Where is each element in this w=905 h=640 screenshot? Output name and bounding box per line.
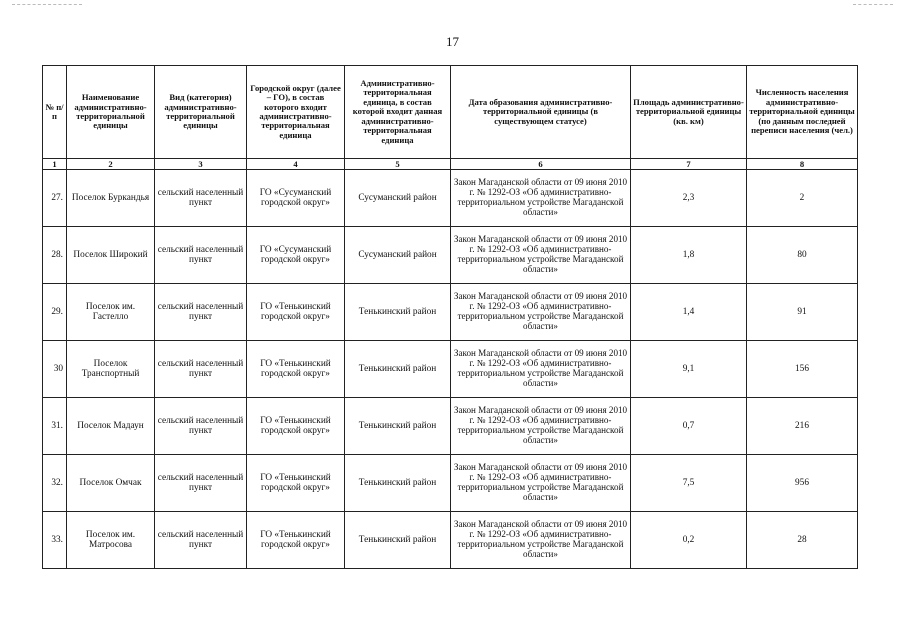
cell-parent: Тенькинский район: [345, 284, 451, 341]
cell-name: Поселок Мадаун: [67, 398, 155, 455]
table-row: [43, 512, 858, 569]
cell-name: Поселок Транспортный: [67, 341, 155, 398]
cell-name: Поселок Омчак: [67, 455, 155, 512]
table-row: [43, 341, 858, 398]
column-number: 2: [67, 159, 155, 170]
cell-kind: сельский населенный пункт: [155, 512, 247, 569]
cell-num: 27.: [43, 170, 67, 227]
cell-parent: Тенькинский район: [345, 398, 451, 455]
scan-artifact-line: [853, 4, 893, 6]
table-row: [43, 170, 858, 227]
column-number: 8: [747, 159, 858, 170]
cell-date: Закон Магаданской области от 09 июня 2010 г. № 1292-ОЗ «Об административно-территориальном устройстве Магаданской области»: [451, 170, 631, 227]
header-kind: Вид (категория) административно-территориальной единицы: [155, 66, 247, 159]
header-num: № п/п: [43, 66, 67, 159]
cell-num: 33.: [43, 512, 67, 569]
cell-num: 32.: [43, 455, 67, 512]
cell-go: ГО «Тенькинский городской округ»: [247, 512, 345, 569]
scan-artifact-line: [12, 4, 82, 6]
cell-num: 28.: [43, 227, 67, 284]
cell-name: Поселок им. Матросова: [67, 512, 155, 569]
cell-population: 2: [747, 170, 858, 227]
column-number: 4: [247, 159, 345, 170]
cell-parent: Тенькинский район: [345, 455, 451, 512]
cell-parent: Сусуманский район: [345, 227, 451, 284]
column-number: 6: [451, 159, 631, 170]
column-number: 3: [155, 159, 247, 170]
header-go: Городской округ (далее – ГО), в состав которого входит административно-территориальная единица: [247, 66, 345, 159]
cell-kind: сельский населенный пункт: [155, 455, 247, 512]
territorial-units-table: [42, 65, 858, 569]
cell-name: Поселок им. Гастелло: [67, 284, 155, 341]
cell-date: Закон Магаданской области от 09 июня 2010 г. № 1292-ОЗ «Об административно-территориальном устройстве Магаданской области»: [451, 284, 631, 341]
cell-population: 156: [747, 341, 858, 398]
cell-parent: Тенькинский район: [345, 512, 451, 569]
cell-population: 956: [747, 455, 858, 512]
cell-date: Закон Магаданской области от 09 июня 2010 г. № 1292-ОЗ «Об административно-территориальном устройстве Магаданской области»: [451, 398, 631, 455]
table-row: [43, 455, 858, 512]
cell-go: ГО «Тенькинский городской округ»: [247, 455, 345, 512]
column-number: 5: [345, 159, 451, 170]
cell-area: 0,2: [631, 512, 747, 569]
cell-population: 91: [747, 284, 858, 341]
cell-go: ГО «Сусуманский городской округ»: [247, 227, 345, 284]
cell-parent: Сусуманский район: [345, 170, 451, 227]
cell-go: ГО «Тенькинский городской округ»: [247, 284, 345, 341]
column-number: 7: [631, 159, 747, 170]
table-row: [43, 398, 858, 455]
cell-name: Поселок Буркандья: [67, 170, 155, 227]
cell-name: Поселок Широкий: [67, 227, 155, 284]
cell-kind: сельский населенный пункт: [155, 170, 247, 227]
header-population: Численность населения административно-территориальной единицы (по данным последней переписи населения (чел.): [747, 66, 858, 159]
cell-parent: Тенькинский район: [345, 341, 451, 398]
cell-num: 29.: [43, 284, 67, 341]
cell-num: 30: [43, 341, 67, 398]
header-date: Дата образования административно-территориальной единицы (в существующем статусе): [451, 66, 631, 159]
cell-kind: сельский населенный пункт: [155, 284, 247, 341]
cell-area: 9,1: [631, 341, 747, 398]
cell-date: Закон Магаданской области от 09 июня 2010 г. № 1292-ОЗ «Об административно-территориальном устройстве Магаданской области»: [451, 341, 631, 398]
cell-population: 216: [747, 398, 858, 455]
cell-population: 28: [747, 512, 858, 569]
header-area: Площадь административно-территориальной единицы (кв. км): [631, 66, 747, 159]
cell-date: Закон Магаданской области от 09 июня 2010 г. № 1292-ОЗ «Об административно-территориальном устройстве Магаданской области»: [451, 227, 631, 284]
cell-date: Закон Магаданской области от 09 июня 2010 г. № 1292-ОЗ «Об административно-территориальном устройстве Магаданской области»: [451, 455, 631, 512]
cell-area: 2,3: [631, 170, 747, 227]
cell-area: 1,8: [631, 227, 747, 284]
cell-num: 31.: [43, 398, 67, 455]
page-number: 17: [446, 34, 459, 49]
cell-population: 80: [747, 227, 858, 284]
cell-date: Закон Магаданской области от 09 июня 2010 г. № 1292-ОЗ «Об административно-территориальном устройстве Магаданской области»: [451, 512, 631, 569]
column-number: 1: [43, 159, 67, 170]
cell-area: 1,4: [631, 284, 747, 341]
cell-kind: сельский населенный пункт: [155, 398, 247, 455]
cell-go: ГО «Тенькинский городской округ»: [247, 341, 345, 398]
column-number-row: [43, 159, 858, 170]
header-parent: Административно-территориальная единица, в состав которой входит данная административно-территориальная единица: [345, 66, 451, 159]
header-name: Наименование административно-территориальной единицы: [67, 66, 155, 159]
table-row: [43, 227, 858, 284]
table-row: [43, 284, 858, 341]
cell-kind: сельский населенный пункт: [155, 227, 247, 284]
cell-kind: сельский населенный пункт: [155, 341, 247, 398]
cell-area: 0,7: [631, 398, 747, 455]
header-row: [43, 66, 858, 159]
cell-go: ГО «Тенькинский городской округ»: [247, 398, 345, 455]
cell-area: 7,5: [631, 455, 747, 512]
cell-go: ГО «Сусуманский городской округ»: [247, 170, 345, 227]
